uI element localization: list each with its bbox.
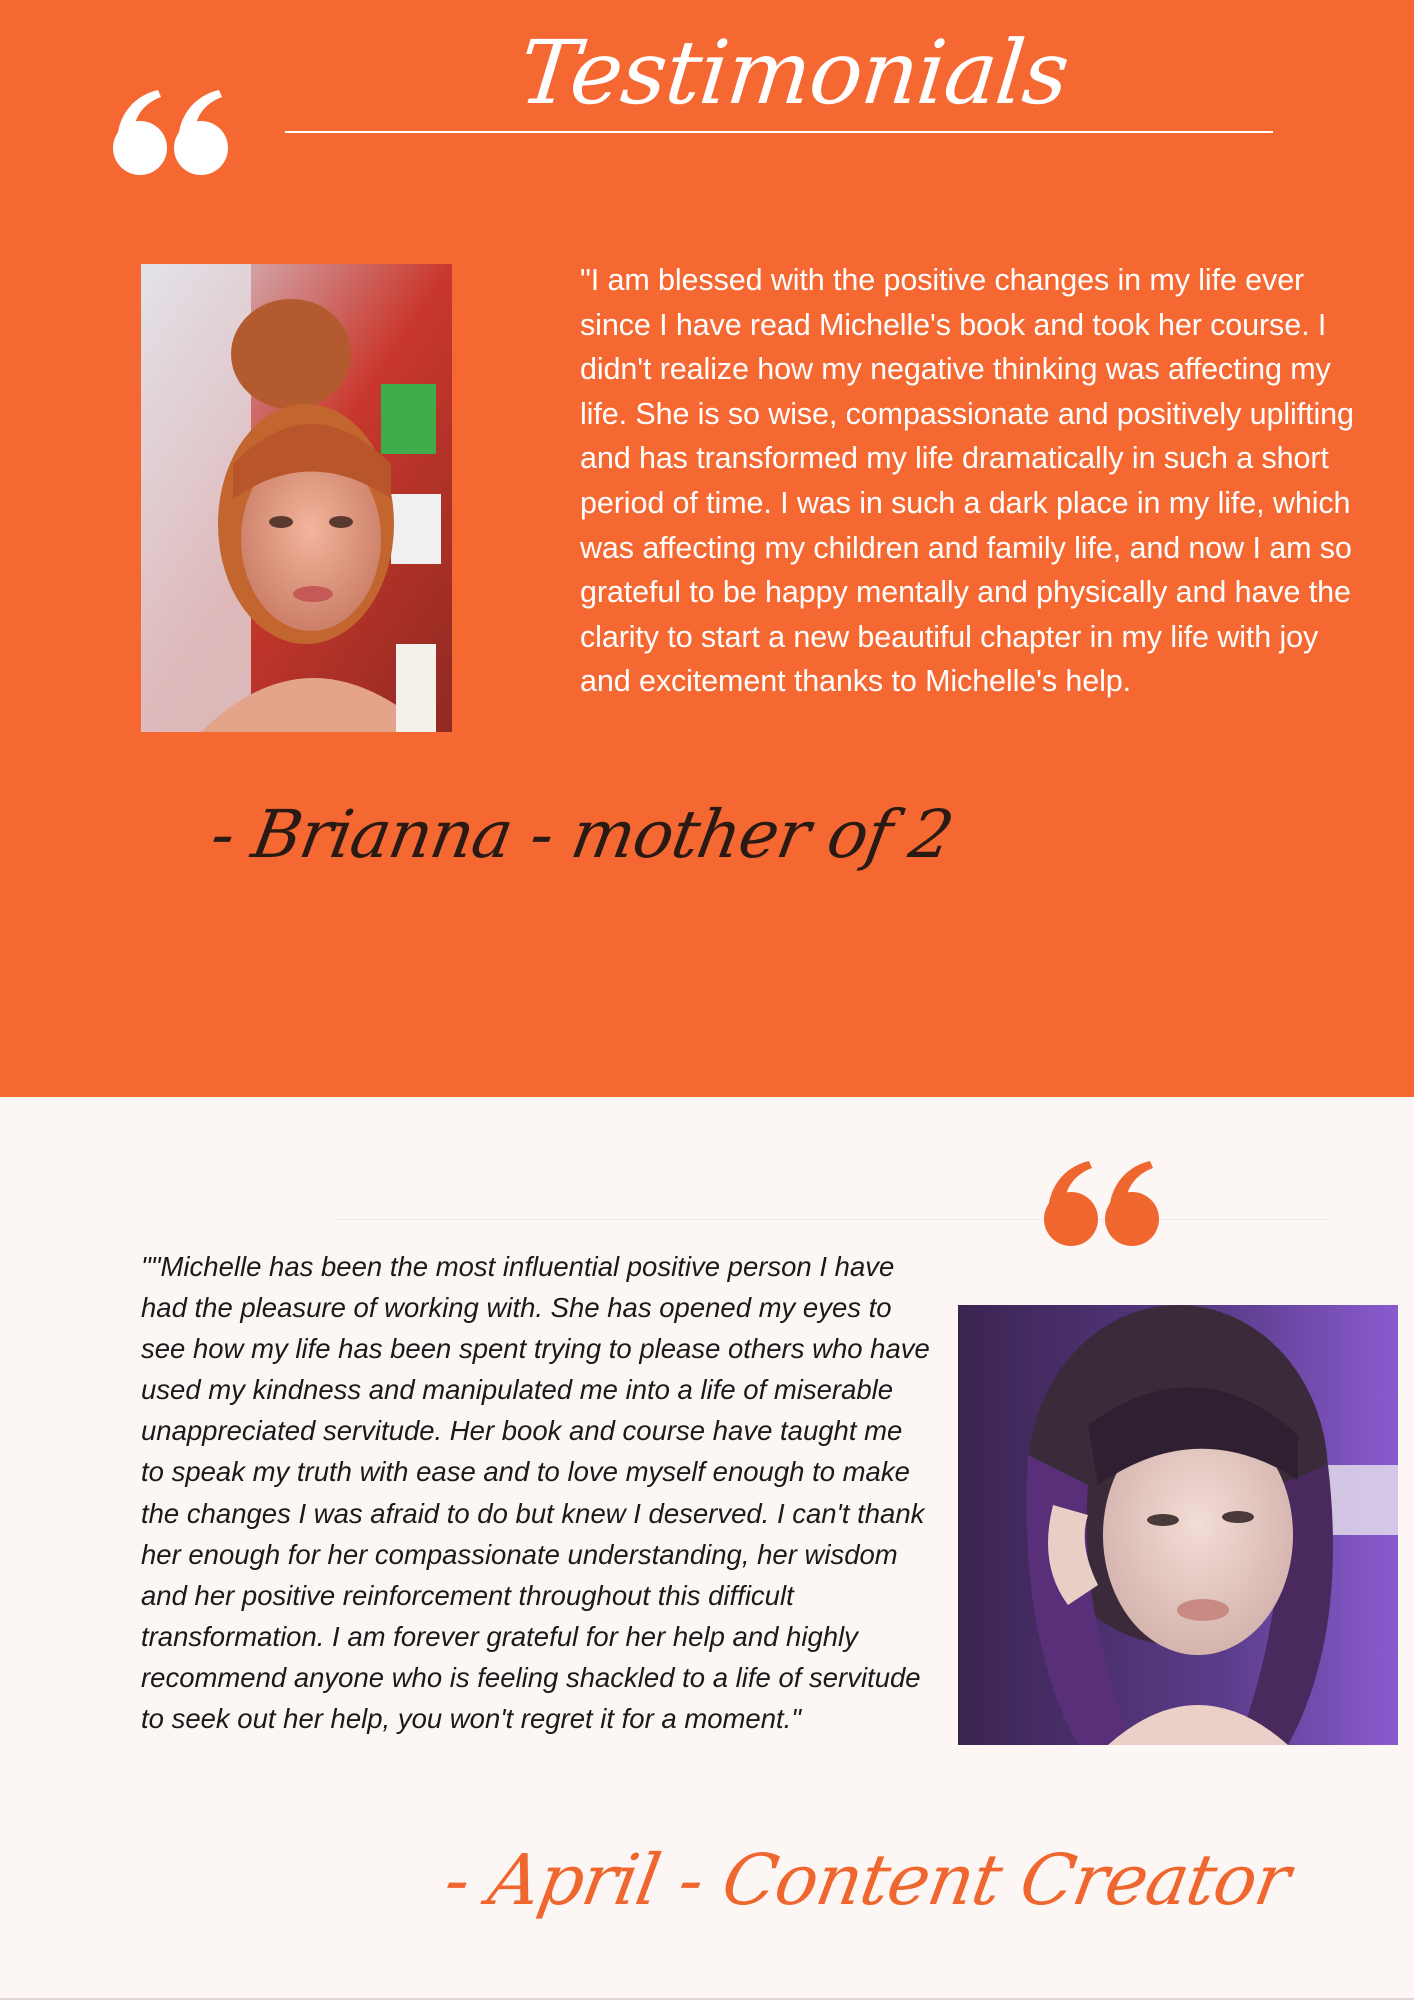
portrait-photo-icon	[958, 1305, 1398, 1745]
testimonial-2-divider	[337, 1219, 1327, 1220]
title-divider	[285, 131, 1273, 133]
open-quote-icon	[1043, 1159, 1163, 1249]
testimonial-1-quote: "I am blessed with the positive changes in my life ever since I have read Michelle's book and took her course. I didn't realize how my negative thinking was affecting my life. She is so wise, compassionate and positively uplifting and has transformed my life dramatically in such a short period of time. I was in such a dark place in my life, which was affecting my children and family life, and now I am so grateful to be happy mentally and physically and have the clarity to start a new beautiful chapter in my life with joy and excitement thanks to Michelle's help.	[580, 263, 1354, 699]
portrait-photo-icon	[141, 264, 452, 732]
open-quote-icon	[112, 88, 232, 178]
testimonial-1-photo	[141, 264, 452, 732]
testimonial-2-photo	[958, 1305, 1398, 1745]
page-title: Testimonials	[514, 21, 1074, 124]
testimonial-2-signature: - April - Content Creator	[438, 1839, 1296, 1921]
testimonial-1-signature: - Brianna - mother of 2	[205, 796, 959, 873]
testimonial-2-quote: ""Michelle has been the most influential positive person I have had the pleasure of working with. She has opened my eyes to see how my life has been spent trying to please others who have used my kindness and manipulated me into a life of miserable unappreciated servitude. Her book and course have taught me to speak my truth with ease and to love myself enough to make the changes I was afraid to do but knew I deserved. I can't thank her enough for her compassionate understanding, her wisdom and her positive reinforcement throughout this difficult transformation. I am forever grateful for her help and highly recommend anyone who is feeling shackled to a life of servitude to seek out her help, you won't regret it for a moment."	[141, 1251, 930, 1735]
